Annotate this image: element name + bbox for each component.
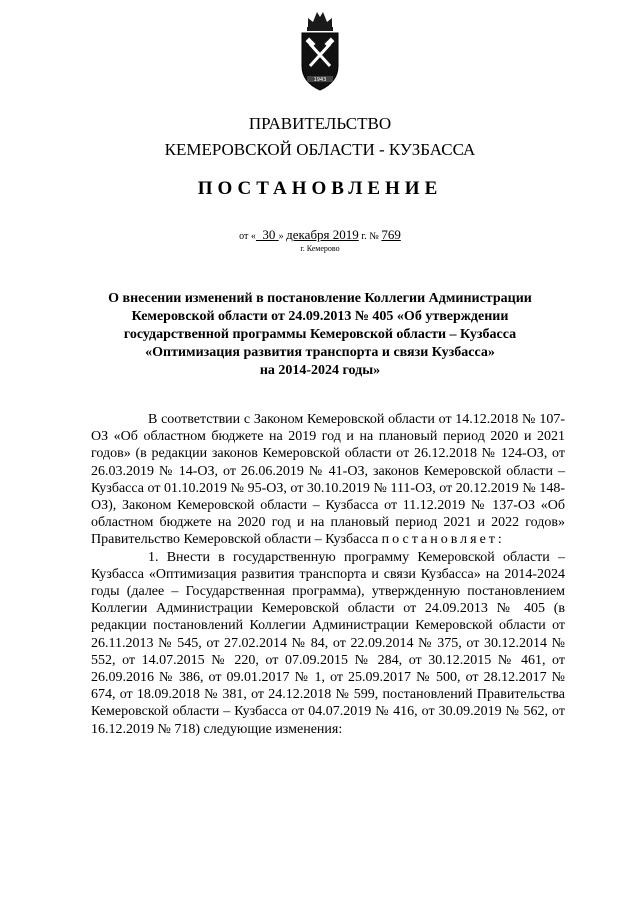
heading-line: Кемеровской области от 24.09.2013 № 405 «Об утверждении: [131, 309, 509, 324]
date-year-suffix: г.: [361, 231, 367, 242]
date-month-year: декабря 2019: [286, 227, 359, 242]
document-heading: [92, 290, 548, 380]
government-name-line1: ПРАВИТЕЛЬСТВО: [248, 114, 392, 133]
document-body: [91, 411, 565, 738]
body-paragraph-item-1: 1. Внести в государственную программу Кемеровской области – Кузбасса «Оптимизация развития транспорта и связи Кузбасса» на 2014-2024 годы (далее – Государственная программа), утвержденную постановлением Коллегии Администрации Кемеровской области от 24.09.2013 № 405 (в редакции постановлений Коллегии Администрации Кемеровской области от 26.11.2013 № 545, от 27.02.2014 № 84, от 22.09.2014 № 375, от 30.12.2014 № 552, от 14.07.2015 № 220, от 07.09.2015 № 284, от 30.12.2015 № 461, от 26.09.2016 № 386, от 09.01.2017 № 1, от 25.09.2017 № 500, от 28.12.2017 № 674, от 18.09.2018 № 381, от 24.12.2018 № 599, постановлений Правительства Кемеровской области – Кузбасса от 04.07.2019 № 416, от 30.09.2019 № 562, от 16.12.2019 № 718) следующие изменения:: [91, 549, 565, 737]
emblem-caption: 1943: [313, 77, 327, 83]
document-type-title: ПОСТАНОВЛЕНИЕ: [197, 178, 443, 199]
document-number: 769: [381, 227, 401, 242]
heading-line: О внесении изменений в постановление Коллегии Администрации: [108, 291, 532, 306]
resolves-verb: постановляет:: [381, 532, 505, 548]
number-sign: №: [369, 231, 379, 242]
body-paragraph-preamble: В соответствии с Законом Кемеровской области от 14.12.2018 № 107-ОЗ «Об областном бюджете на 2019 год и на плановый период 2020 и 2021 годов» (в редакции законов Кемеровской области от 26.12.2018 № 124-ОЗ, от 26.03.2019 № 14-ОЗ, от 26.06.2019 № 41-ОЗ, законов Кемеровской области – Кузбасса от 01.10.2019 № 95-ОЗ, от 30.10.2019 № 111-ОЗ, от 20.12.2019 № 148-ОЗ), Законом Кемеровской области – Кузбасса от 11.12.2019 № 137-ОЗ «Об областном бюджете на 2020 год и на плановый период 2021 и 2022 годов» Правительство Кемеровской области – Кузбасса постановляет:: [91, 412, 565, 548]
heading-line: «Оптимизация развития транспорта и связи Кузбасса»: [145, 345, 495, 360]
government-name-line2: КЕМЕРОВСКОЙ ОБЛАСТИ - КУЗБАССА: [164, 140, 476, 159]
date-prefix: от «: [239, 231, 256, 242]
heading-line: на 2014-2024 годы»: [259, 363, 381, 378]
date-line: [0, 227, 640, 243]
coat-of-arms-icon: [297, 6, 343, 96]
date-quote-close: »: [278, 231, 284, 242]
city-name: г. Кемерово: [300, 244, 340, 253]
date-day: 30: [262, 227, 276, 242]
heading-line: государственной программы Кемеровской области – Кузбасса: [123, 327, 517, 342]
